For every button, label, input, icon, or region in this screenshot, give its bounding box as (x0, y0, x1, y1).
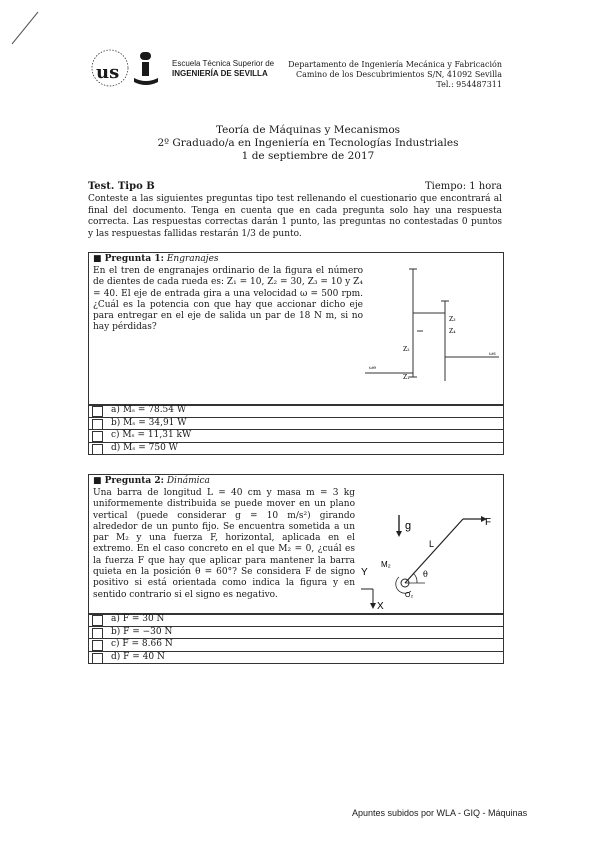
school-line-2: INGENIERÍA DE SEVILLA (172, 69, 268, 78)
gear-z4-label: Z₄ (449, 328, 456, 335)
department-address (242, 60, 502, 90)
pen-mark (10, 8, 40, 48)
test-heading (88, 181, 502, 192)
torque-label: M₂ (381, 560, 391, 569)
question-1-label: Pregunta 1: (104, 254, 164, 264)
footer-note: Apuntes subidos por WLA - GIQ - Máquinas (352, 808, 528, 818)
q1-option-b-text: b) Mₛ = 34,91 W (111, 417, 187, 428)
question-2 (88, 474, 504, 615)
pivot-label: O₂ (405, 592, 414, 599)
title-line-1: Teoría de Máquinas y Mecanismos (215, 124, 401, 136)
question-1 (88, 252, 504, 406)
question-2-options (88, 613, 504, 664)
question-2-text: Una barra de longitud L = 40 cm y masa m = 3 kg uniformemente distribuida se puede mover en un plano vertical (puede considerar g = 10 m/s²) girando alrededor de un punto fijo. Se encuentra sometida a un par M₂ y una fuerza F, horizontal, aplicada en el extremo. En el caso concreto en el que M₂ = 0, ¿cuál es la fuerza F que hay que aplicar para mantener la barra quieta en la posición θ = 60°? Se considera F de signo positivo si está orientada como indica la figura y en sentido contrario si el signo es negativo. (93, 488, 355, 600)
gravity-label: g (405, 520, 412, 532)
question-2-label: Pregunta 2: (104, 476, 164, 486)
gear-z2-label: Z₂ (403, 346, 410, 353)
checkbox[interactable] (92, 406, 103, 417)
y-axis-label: Y (361, 567, 368, 578)
output-shaft-label: ωs (489, 351, 496, 357)
checkbox[interactable] (92, 628, 103, 639)
question-1-options (88, 404, 504, 455)
dept-line-2: Camino de los Descubrimientos S/N, 41092 Sevilla (296, 70, 502, 79)
q2-option-a[interactable] (89, 613, 503, 626)
test-time: Tiempo: 1 hora (425, 181, 502, 192)
checkbox[interactable] (92, 431, 103, 442)
q2-option-d[interactable] (89, 651, 503, 664)
dept-line-3: Tel.: 954487311 (436, 80, 502, 89)
q2-option-b[interactable] (89, 626, 503, 639)
q2-option-c-text: c) F = 8.66 N (111, 639, 173, 649)
checkbox[interactable] (92, 419, 103, 430)
bar-dynamics-diagram (359, 505, 501, 611)
input-shaft-label: ωe (369, 365, 377, 371)
question-1-heading: ■ Pregunta 1: Engranajes (93, 254, 219, 264)
question-2-topic: Dinámica (166, 476, 210, 486)
q1-option-d[interactable] (89, 442, 503, 455)
dept-line-1: Departamento de Ingeniería Mecánica y Fabricación (288, 60, 502, 69)
question-1-text: En el tren de engranajes ordinario de la figura el número de dientes de cada rueda es: Z₁ = 10, Z₂ = 30, Z₃ = 10 y Z₄ = 40. El eje de entrada gira a una velocidad ω = 500 rpm. ¿Cuál es la potencia con que hay que accionar dicho eje para entregar en el eje de salida un par de 18 N m, si no hay pérdidas? (93, 266, 363, 333)
checkbox[interactable] (92, 615, 103, 626)
svg-text:us: us (96, 62, 120, 83)
force-label: F (485, 517, 492, 528)
q1-option-b[interactable] (89, 417, 503, 430)
checkbox[interactable] (92, 444, 103, 455)
q2-option-b-text: b) F = −30 N (111, 626, 173, 637)
checkbox[interactable] (92, 640, 103, 651)
gear-z1-label: Z₁ (403, 374, 410, 381)
gear-z3-label: Z₃ (449, 316, 456, 323)
q2-option-c[interactable] (89, 638, 503, 651)
x-axis-label: X (377, 601, 384, 611)
q1-option-a[interactable] (89, 404, 503, 417)
angle-label: θ (423, 570, 428, 579)
test-type: Test. Tipo B (88, 181, 155, 192)
q1-option-c[interactable] (89, 429, 503, 442)
q1-option-d-text: d) Mₛ = 750 W (111, 442, 178, 453)
q2-option-d-text: d) F = 40 N (111, 651, 165, 662)
question-1-topic: Engranajes (166, 254, 219, 264)
school-line-1: Escuela Técnica Superior de (172, 59, 275, 68)
gear-train-diagram (365, 265, 501, 393)
checkbox[interactable] (92, 653, 103, 664)
title-line-2: 2º Graduado/a en Ingeniería en Tecnologías Industriales (157, 137, 459, 149)
q1-option-a-text: a) Mₛ = 78.54 W (111, 405, 187, 415)
university-logo-icon (88, 44, 172, 96)
q1-option-c-text: c) Mₛ = 11,31 kW (111, 430, 192, 440)
exam-title (0, 124, 616, 163)
title-line-3: 1 de septiembre de 2017 (241, 150, 375, 162)
q2-option-a-text: a) F = 30 N (111, 614, 165, 624)
instructions: Conteste a las siguientes preguntas tipo test rellenando el cuestionario que encontrará al final del documento. Tenga en cuenta que en cada pregunta solo hay una respuesta correcta. Las respuestas correctas darán 1 punto, las preguntas no contestadas 0 puntos y las respuestas fallidas restarán 1/3 de punto. (88, 194, 502, 239)
question-2-heading: ■ Pregunta 2: Dinámica (93, 476, 210, 486)
length-label: L (429, 539, 435, 549)
